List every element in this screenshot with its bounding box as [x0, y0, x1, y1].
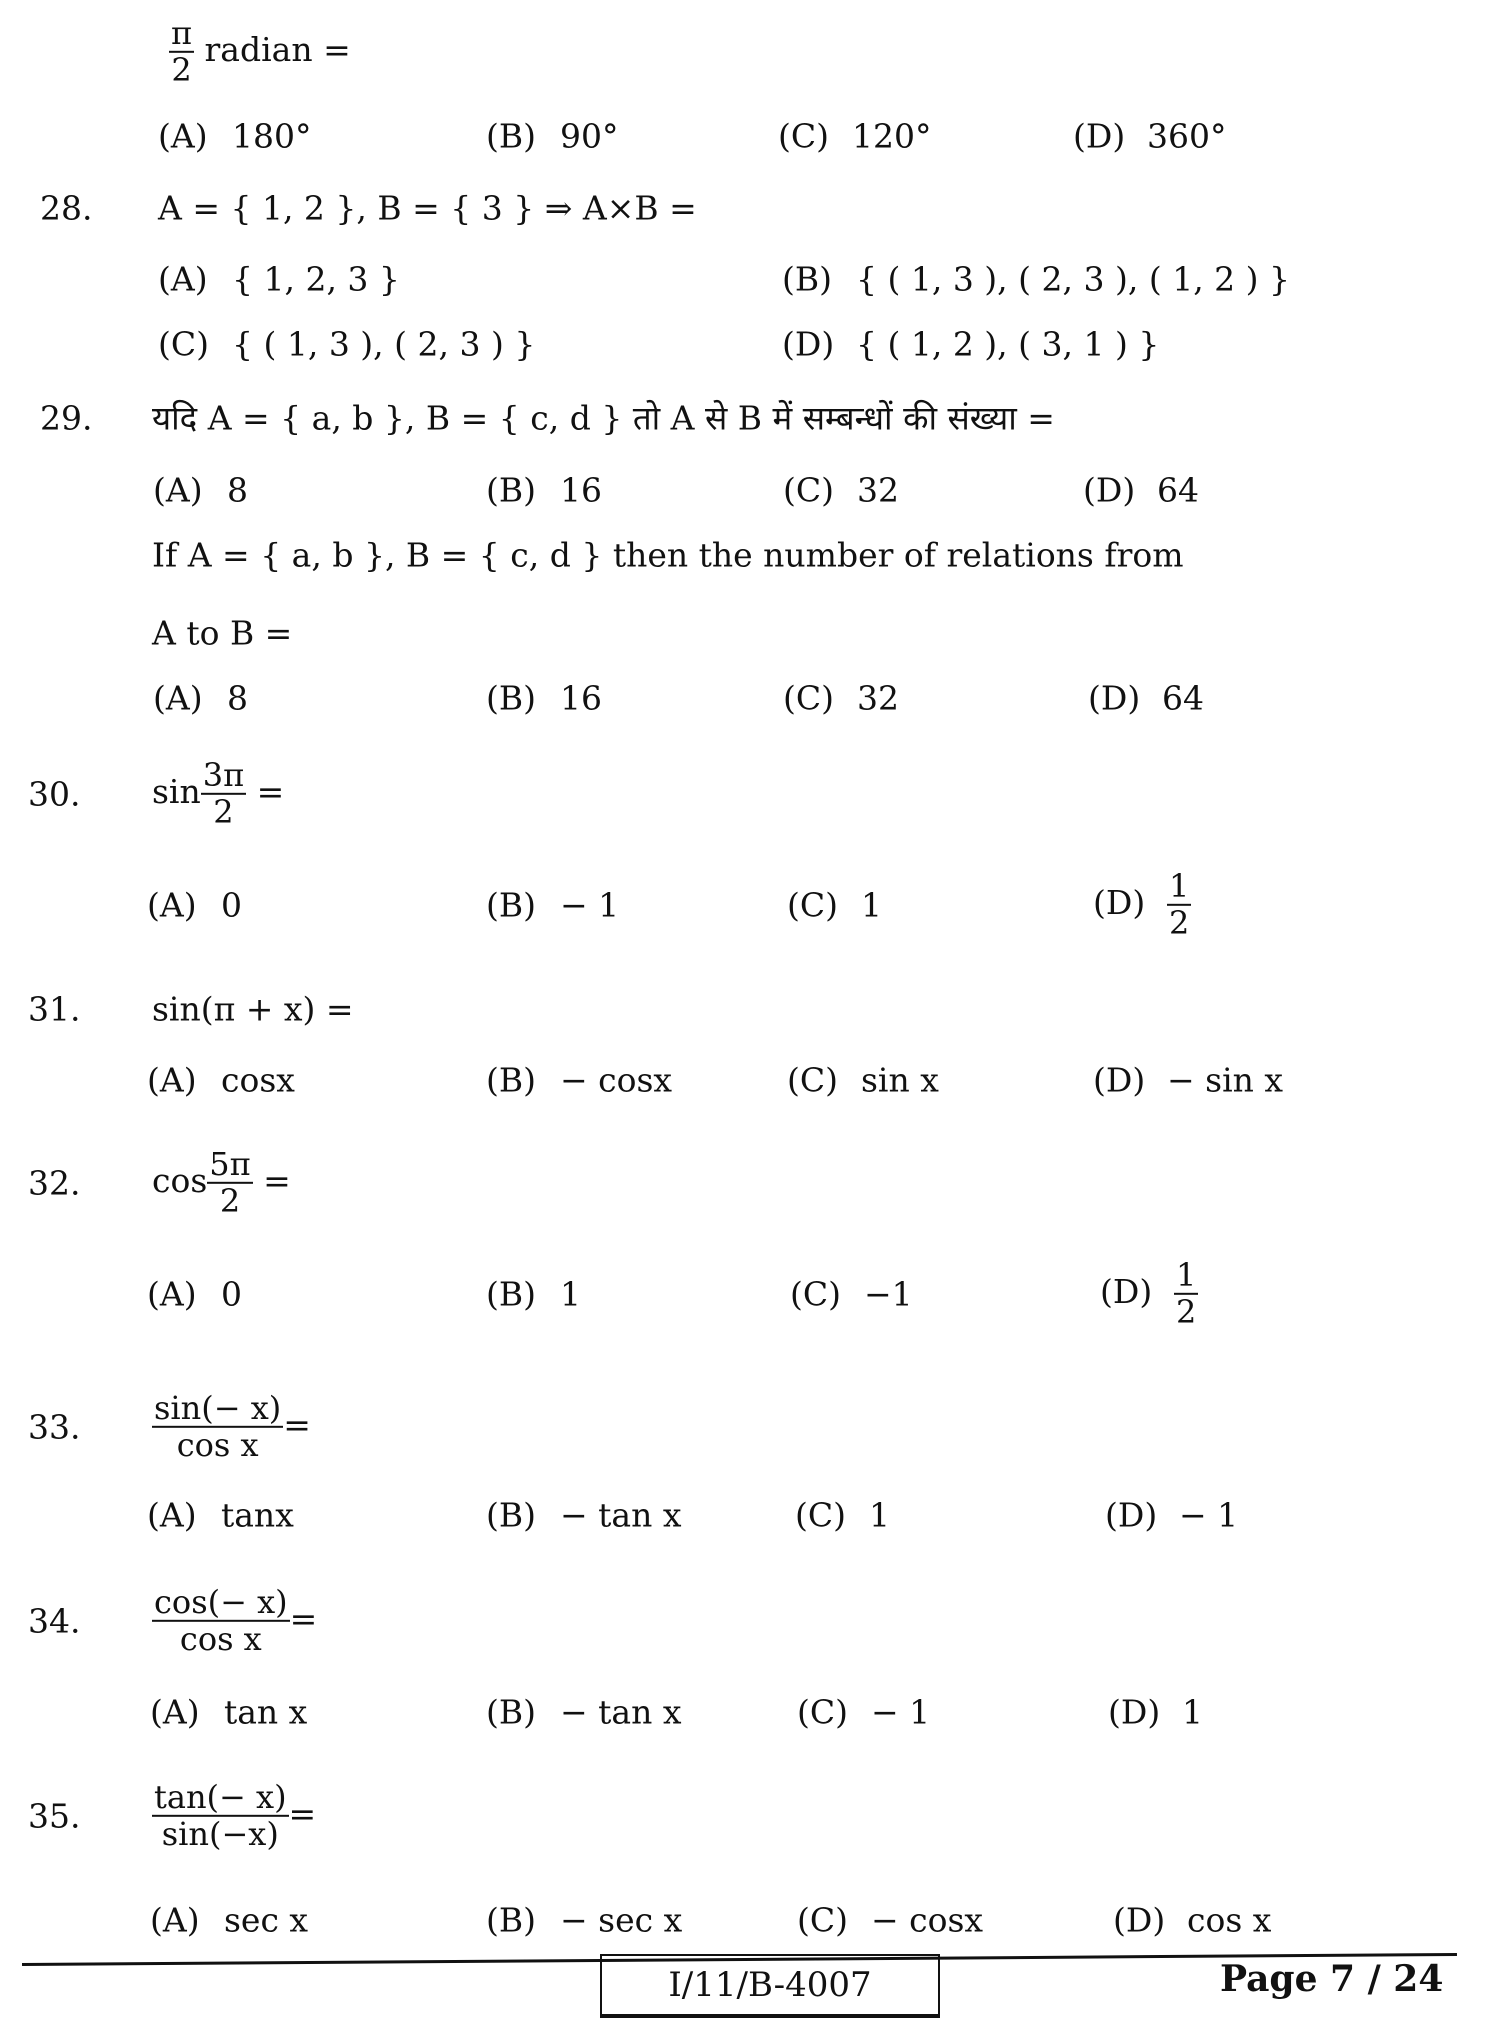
- question-number: 33.: [28, 1407, 81, 1447]
- answer-option[interactable]: [787, 885, 882, 925]
- option-label: (D): [1113, 1900, 1166, 1940]
- option-text: 8: [227, 678, 248, 718]
- option-text: { ( 1, 3 ), ( 2, 3 ) }: [232, 324, 536, 364]
- answer-option[interactable]: [787, 1060, 939, 1100]
- option-label: (C): [787, 1060, 838, 1100]
- fraction-numerator: cos(− x): [154, 1582, 288, 1621]
- fraction-numerator: 1: [1169, 866, 1190, 905]
- paper-code: I/11/B-4007: [600, 1954, 940, 2018]
- question-stem-english: A to B =: [152, 613, 293, 653]
- fraction-denominator: 2: [1169, 904, 1190, 942]
- option-label: (B): [486, 1060, 536, 1100]
- question-stem: [152, 1582, 318, 1658]
- answer-option[interactable]: [158, 116, 312, 156]
- option-label: (A): [153, 678, 203, 718]
- fraction: [1174, 1255, 1198, 1331]
- fraction: [1167, 866, 1191, 942]
- option-label: (C): [795, 1495, 846, 1535]
- question-number: 29.: [40, 398, 93, 438]
- stem-text: sin(π + x) =: [152, 989, 354, 1029]
- option-text: tanx: [221, 1495, 294, 1535]
- option-text: − sec x: [560, 1900, 683, 1940]
- option-label: (C): [783, 678, 834, 718]
- stem-text: यदि A = { a, b }, B = { c, d } तो A से B में सम्बन्धों की संख्या =: [152, 398, 1055, 438]
- option-label: (D): [782, 324, 835, 364]
- answer-option[interactable]: [778, 116, 932, 156]
- option-label: (C): [797, 1692, 848, 1732]
- answer-option[interactable]: [1088, 678, 1204, 718]
- option-label: (B): [782, 259, 832, 299]
- stem-suffix: =: [246, 772, 285, 811]
- option-text: 90°: [560, 116, 619, 156]
- fraction: [169, 13, 194, 89]
- fraction-numerator: 1: [1176, 1255, 1197, 1294]
- question-stem: [169, 13, 351, 89]
- answer-option[interactable]: [1073, 116, 1227, 156]
- option-label: (D): [1100, 1272, 1153, 1311]
- option-text: 32: [857, 678, 899, 718]
- question-number: 32.: [28, 1163, 81, 1203]
- answer-option[interactable]: [147, 885, 242, 925]
- option-text: 64: [1162, 678, 1204, 718]
- option-text: 0: [221, 885, 242, 925]
- option-text: − 1: [871, 1692, 931, 1732]
- stem-prefix: sin: [152, 772, 201, 811]
- question-stem: [152, 398, 1055, 438]
- stem-suffix: =: [283, 1405, 311, 1444]
- option-label: (C): [787, 885, 838, 925]
- answer-option[interactable]: [795, 1495, 890, 1535]
- answer-option[interactable]: [153, 678, 248, 718]
- option-label: (D): [1093, 1060, 1146, 1100]
- answer-option[interactable]: [486, 116, 619, 156]
- question-number: 35.: [28, 1796, 81, 1836]
- option-text: 1: [869, 1495, 890, 1535]
- fraction-denominator: 2: [1176, 1293, 1197, 1331]
- fraction: [152, 1777, 289, 1853]
- question-number: 30.: [28, 774, 81, 814]
- option-label: (C): [790, 1274, 841, 1314]
- stem-suffix: =: [289, 1599, 318, 1638]
- question-number: 34.: [28, 1601, 81, 1641]
- fraction-numerator: 3π: [202, 755, 245, 794]
- option-label: (B): [486, 116, 536, 156]
- option-text: − cosx: [560, 1060, 673, 1100]
- answer-option[interactable]: [147, 1274, 242, 1314]
- stem-suffix: =: [288, 1794, 317, 1833]
- option-text: 120°: [852, 116, 932, 156]
- question-stem: [152, 1144, 291, 1220]
- answer-option[interactable]: [158, 259, 400, 299]
- option-label: (D): [1088, 678, 1141, 718]
- option-text: 1: [1182, 1692, 1203, 1732]
- answer-option[interactable]: [1093, 866, 1191, 942]
- option-text: sec x: [224, 1900, 309, 1940]
- answer-option[interactable]: [158, 324, 536, 364]
- option-text: 180°: [232, 116, 312, 156]
- answer-option[interactable]: [797, 1692, 931, 1732]
- option-label: (D): [1083, 470, 1136, 510]
- answer-option[interactable]: [797, 1900, 984, 1940]
- answer-option[interactable]: [783, 678, 899, 718]
- fraction-numerator: tan(− x): [154, 1777, 287, 1816]
- option-text: −1: [864, 1274, 913, 1314]
- option-text: − tan x: [560, 1692, 682, 1732]
- answer-option[interactable]: [147, 1060, 295, 1100]
- option-text: { 1, 2, 3 }: [232, 259, 400, 299]
- answer-option[interactable]: [486, 1495, 682, 1535]
- option-text: − tan x: [560, 1495, 682, 1535]
- question-stem: [152, 1777, 317, 1853]
- option-text: 32: [857, 470, 899, 510]
- answer-option[interactable]: [486, 470, 602, 510]
- option-label: (D): [1108, 1692, 1161, 1732]
- answer-option[interactable]: [1105, 1495, 1239, 1535]
- option-label: (A): [158, 259, 208, 299]
- question-stem: [152, 755, 285, 831]
- answer-option[interactable]: [783, 470, 899, 510]
- option-label: (A): [158, 116, 208, 156]
- question-stem: [158, 188, 697, 228]
- fraction-denominator: 2: [171, 51, 192, 89]
- option-label: (C): [797, 1900, 848, 1940]
- option-text: 8: [227, 470, 248, 510]
- fraction-denominator: 2: [213, 793, 234, 831]
- stem-text: A = { 1, 2 }, B = { 3 } ⇒ A×B =: [158, 188, 697, 228]
- fraction: [201, 755, 246, 831]
- answer-option[interactable]: [790, 1274, 913, 1314]
- option-label: (A): [147, 1060, 197, 1100]
- fraction-numerator: sin(− x): [154, 1388, 282, 1427]
- option-text: cos x: [1187, 1900, 1272, 1940]
- option-label: (D): [1093, 883, 1146, 922]
- answer-option[interactable]: [1113, 1900, 1272, 1940]
- answer-option[interactable]: [1100, 1255, 1198, 1331]
- answer-option[interactable]: [150, 1692, 308, 1732]
- answer-option[interactable]: [486, 1274, 581, 1314]
- answer-option[interactable]: [153, 470, 248, 510]
- option-label: (B): [486, 678, 536, 718]
- fraction-denominator: sin(−x): [161, 1815, 279, 1853]
- fraction-denominator: cos x: [176, 1426, 259, 1464]
- stem-prefix: cos: [152, 1161, 208, 1200]
- option-label: (B): [486, 470, 536, 510]
- question-number: 28.: [40, 188, 93, 228]
- option-text: 16: [560, 678, 602, 718]
- answer-option[interactable]: [486, 1060, 673, 1100]
- option-text: { ( 1, 3 ), ( 2, 3 ), ( 1, 2 ) }: [856, 259, 1291, 299]
- option-text: 16: [560, 470, 602, 510]
- page-number: Page 7 / 24: [1220, 1958, 1444, 2000]
- option-label: (A): [147, 1495, 197, 1535]
- option-text: 1: [861, 885, 882, 925]
- answer-option[interactable]: [147, 1495, 294, 1535]
- option-label: (A): [153, 470, 203, 510]
- answer-option[interactable]: [1083, 470, 1199, 510]
- answer-option[interactable]: [782, 324, 1160, 364]
- answer-option[interactable]: [782, 259, 1291, 299]
- option-label: (C): [158, 324, 209, 364]
- option-text: 360°: [1147, 116, 1227, 156]
- option-label: (A): [150, 1692, 200, 1732]
- stem-suffix: radian =: [194, 30, 351, 69]
- answer-option[interactable]: [1093, 1060, 1283, 1100]
- option-text: 64: [1157, 470, 1199, 510]
- option-text: − cosx: [871, 1900, 984, 1940]
- fraction-numerator: 5π: [209, 1144, 251, 1183]
- option-label: (A): [147, 1274, 197, 1314]
- option-text: 1: [560, 1274, 581, 1314]
- fraction-denominator: cos x: [179, 1620, 262, 1658]
- option-label: (B): [486, 1900, 536, 1940]
- option-text: tan x: [224, 1692, 308, 1732]
- answer-option[interactable]: [150, 1900, 309, 1940]
- fraction: [152, 1388, 283, 1464]
- fraction-numerator: π: [171, 13, 193, 52]
- answer-option[interactable]: [486, 885, 620, 925]
- stem-suffix: =: [252, 1161, 291, 1200]
- option-text: { ( 1, 2 ), ( 3, 1 ) }: [856, 324, 1160, 364]
- answer-option[interactable]: [486, 1900, 683, 1940]
- question-number: 31.: [28, 989, 81, 1029]
- answer-option[interactable]: [486, 678, 602, 718]
- option-text: − 1: [1179, 1495, 1239, 1535]
- option-label: (A): [147, 885, 197, 925]
- option-text: 0: [221, 1274, 242, 1314]
- answer-option[interactable]: [1108, 1692, 1203, 1732]
- option-label: (D): [1073, 116, 1126, 156]
- option-label: (B): [486, 1274, 536, 1314]
- option-text: cosx: [221, 1060, 295, 1100]
- fraction: [152, 1582, 290, 1658]
- option-label: (D): [1105, 1495, 1158, 1535]
- option-label: (B): [486, 1692, 536, 1732]
- option-text: sin x: [861, 1060, 939, 1100]
- option-label: (C): [778, 116, 829, 156]
- option-label: (B): [486, 1495, 536, 1535]
- option-label: (C): [783, 470, 834, 510]
- option-text: − sin x: [1167, 1060, 1283, 1100]
- answer-option[interactable]: [486, 1692, 682, 1732]
- option-text: − 1: [560, 885, 620, 925]
- fraction-denominator: 2: [219, 1182, 241, 1220]
- question-stem: [152, 989, 354, 1029]
- option-label: (B): [486, 885, 536, 925]
- question-stem: [152, 1388, 311, 1464]
- option-label: (A): [150, 1900, 200, 1940]
- fraction: [207, 1144, 252, 1220]
- question-stem-english: If A = { a, b }, B = { c, d } then the number of relations from: [152, 535, 1184, 575]
